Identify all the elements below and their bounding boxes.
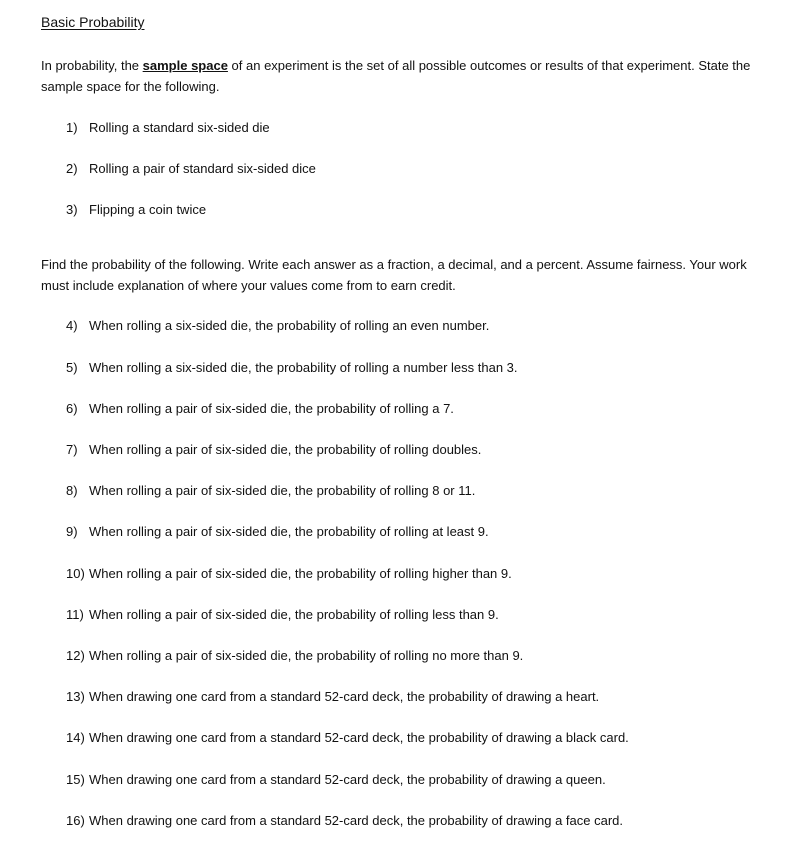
question-text: Rolling a standard six-sided die: [89, 120, 270, 135]
question-3: [66, 201, 206, 219]
question-text: When rolling a six-sided die, the probability of rolling a number less than 3.: [89, 360, 518, 375]
question-text: When rolling a pair of six-sided die, the probability of rolling no more than 9.: [89, 648, 524, 663]
question-number: 16): [66, 813, 85, 828]
question-number: 13): [66, 689, 85, 704]
question-number: 7): [66, 442, 78, 457]
question-text: When rolling a pair of six-sided die, the probability of rolling at least 9.: [89, 524, 489, 539]
question-text: When drawing one card from a standard 52-card deck, the probability of drawing a heart.: [89, 689, 600, 704]
question-text: When rolling a six-sided die, the probability of rolling an even number.: [89, 318, 490, 333]
question-2: [66, 160, 316, 178]
question-text: When rolling a pair of six-sided die, the probability of rolling a 7.: [89, 401, 454, 416]
intro-text-after: of an experiment is the set of all possible outcomes or results of that experiment. State the sample space for the following.: [41, 58, 751, 94]
intro-text-before: In probability, the: [41, 58, 143, 73]
question-7: [66, 441, 481, 459]
sample-space-keyword: sample space: [142, 58, 228, 73]
question-8: [66, 482, 475, 500]
question-number: 10): [66, 566, 85, 581]
question-text: When drawing one card from a standard 52-card deck, the probability of drawing a face card.: [89, 813, 624, 828]
question-5: [66, 359, 518, 377]
question-text: Rolling a pair of standard six-sided dice: [89, 161, 316, 176]
question-6: [66, 400, 454, 418]
question-text: When drawing one card from a standard 52-card deck, the probability of drawing a black card.: [89, 730, 629, 745]
question-text: When rolling a pair of six-sided die, the probability of rolling higher than 9.: [89, 566, 512, 581]
question-4: [66, 317, 489, 335]
page-title: Basic Probability: [41, 14, 145, 30]
intro-paragraph: [41, 55, 761, 97]
question-text: When rolling a pair of six-sided die, the probability of rolling less than 9.: [89, 607, 499, 622]
question-number: 12): [66, 648, 85, 663]
question-number: 9): [66, 524, 78, 539]
question-15: [66, 771, 606, 789]
question-text: When rolling a pair of six-sided die, the probability of rolling 8 or 11.: [89, 483, 476, 498]
question-number: 1): [66, 120, 78, 135]
question-number: 14): [66, 730, 85, 745]
question-text: When drawing one card from a standard 52-card deck, the probability of drawing a queen.: [89, 772, 606, 787]
question-number: 3): [66, 202, 78, 217]
question-number: 15): [66, 772, 85, 787]
question-number: 11): [66, 607, 84, 622]
question-16: [66, 812, 623, 830]
question-14: [66, 729, 629, 747]
question-1: [66, 119, 270, 137]
question-number: 6): [66, 401, 78, 416]
question-13: [66, 688, 599, 706]
question-12: [66, 647, 523, 665]
question-number: 4): [66, 318, 78, 333]
question-number: 2): [66, 161, 78, 176]
question-text: Flipping a coin twice: [89, 202, 207, 217]
question-10: [66, 565, 512, 583]
question-9: [66, 523, 489, 541]
question-number: 8): [66, 483, 78, 498]
question-text: When rolling a pair of six-sided die, the probability of rolling doubles.: [89, 442, 482, 457]
question-number: 5): [66, 360, 78, 375]
instructions-paragraph: Find the probability of the following. Write each answer as a fraction, a decimal, and a percent. Assume fairness. Your work must include explanation of where your values come from to earn credit.: [41, 257, 747, 293]
question-11: [66, 606, 499, 624]
